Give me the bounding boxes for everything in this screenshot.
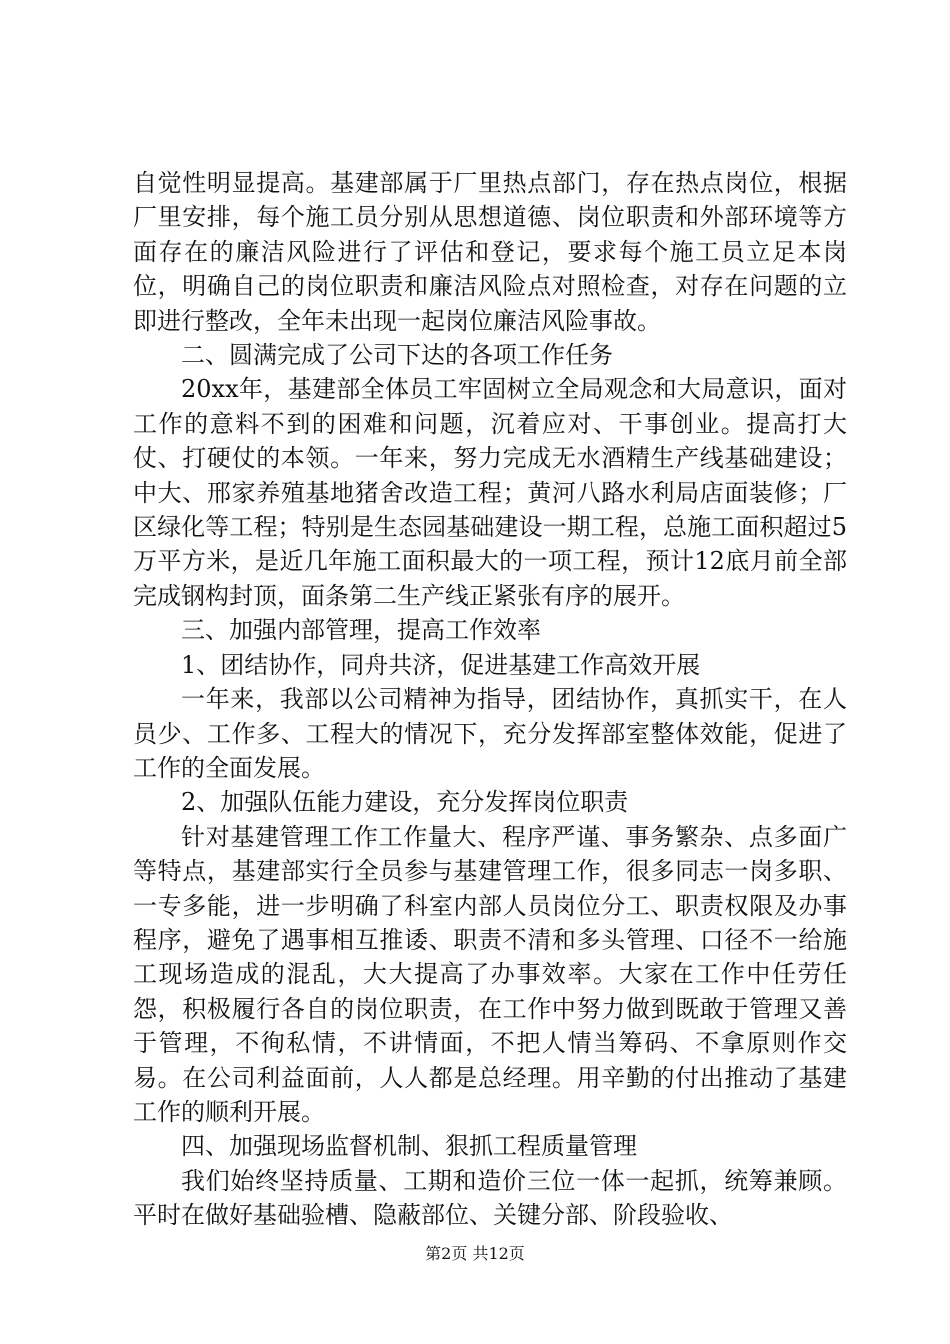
paragraph-6: 一年来，我部以公司精神为指导，团结协作，真抓实干，在人员少、工作多、工程大的情况下，充分发挥部室整体效能，促进了工作的全面发展。 [133, 685, 847, 782]
heading-section-2: 二、圆满完成了公司下达的各项工作任务 [181, 341, 613, 370]
heading-section-4: 四、加强现场监督机制、狠抓工程质量管理 [181, 1132, 637, 1161]
document-body [133, 166, 847, 1233]
heading-section-3: 三、加强内部管理，提高工作效率 [181, 616, 541, 645]
subheading-3-1: 1、团结协作，同舟共济，促进基建工作高效开展 [181, 650, 701, 679]
subheading-3-2: 2、加强队伍能力建设，充分发挥岗位职责 [181, 788, 629, 817]
paragraph-8: 针对基建管理工作工作量大、程序严谨、事务繁杂、点多面广等特点，基建部实行全员参与基建管理工作，很多同志一岗多职、一专多能，进一步明确了科室内部人员岗位分工、职责权限及办事程序，避免了遇事相互推诿、职责不清和多头管理、口径不一给施工现场造成的混乱，大大提高了办事效率。大家在工作中任劳任怨，积极履行各自的岗位职责，在工作中努力做到既敢于管理又善于管理，不徇私情，不讲情面，不把人情当筹码、不拿原则作交易。在公司利益面前，人人都是总经理。用辛勤的付出推动了基建工作的顺利开展。 [133, 822, 847, 1126]
page-number-footer: 第2页 共12页 [425, 1244, 525, 1263]
paragraph-1: 自觉性明显提高。基建部属于厂里热点部门，存在热点岗位，根据厂里安排，每个施工员分别从思想道德、岗位职责和外部环境等方面存在的廉洁风险进行了评估和登记，要求每个施工员立足本岗位，明确自己的岗位职责和廉洁风险点对照检查，对存在问题的立即进行整改，全年未出现一起岗位廉洁风险事故。 [133, 169, 847, 335]
paragraph-10: 我们始终坚持质量、工期和造价三位一体一起抓，统筹兼顾。平时在做好基础验槽、隐蔽部位、关键分部、阶段验收、 [133, 1166, 847, 1230]
paragraph-3: 20xx年，基建部全体员工牢固树立全局观念和大局意识，面对工作的意料不到的困难和问题，沉着应对、干事创业。提高打大仗、打硬仗的本领。一年来，努力完成无水酒精生产线基础建设；中大、邢家养殖基地猪舍改造工程；黄河八路水利局店面装修；厂区绿化等工程；特别是生态园基础建设一期工程，总施工面积超过5万平方米，是近几年施工面积最大的一项工程，预计12底月前全部完成钢构封顶，面条第二生产线正紧张有序的展开。 [133, 375, 847, 610]
